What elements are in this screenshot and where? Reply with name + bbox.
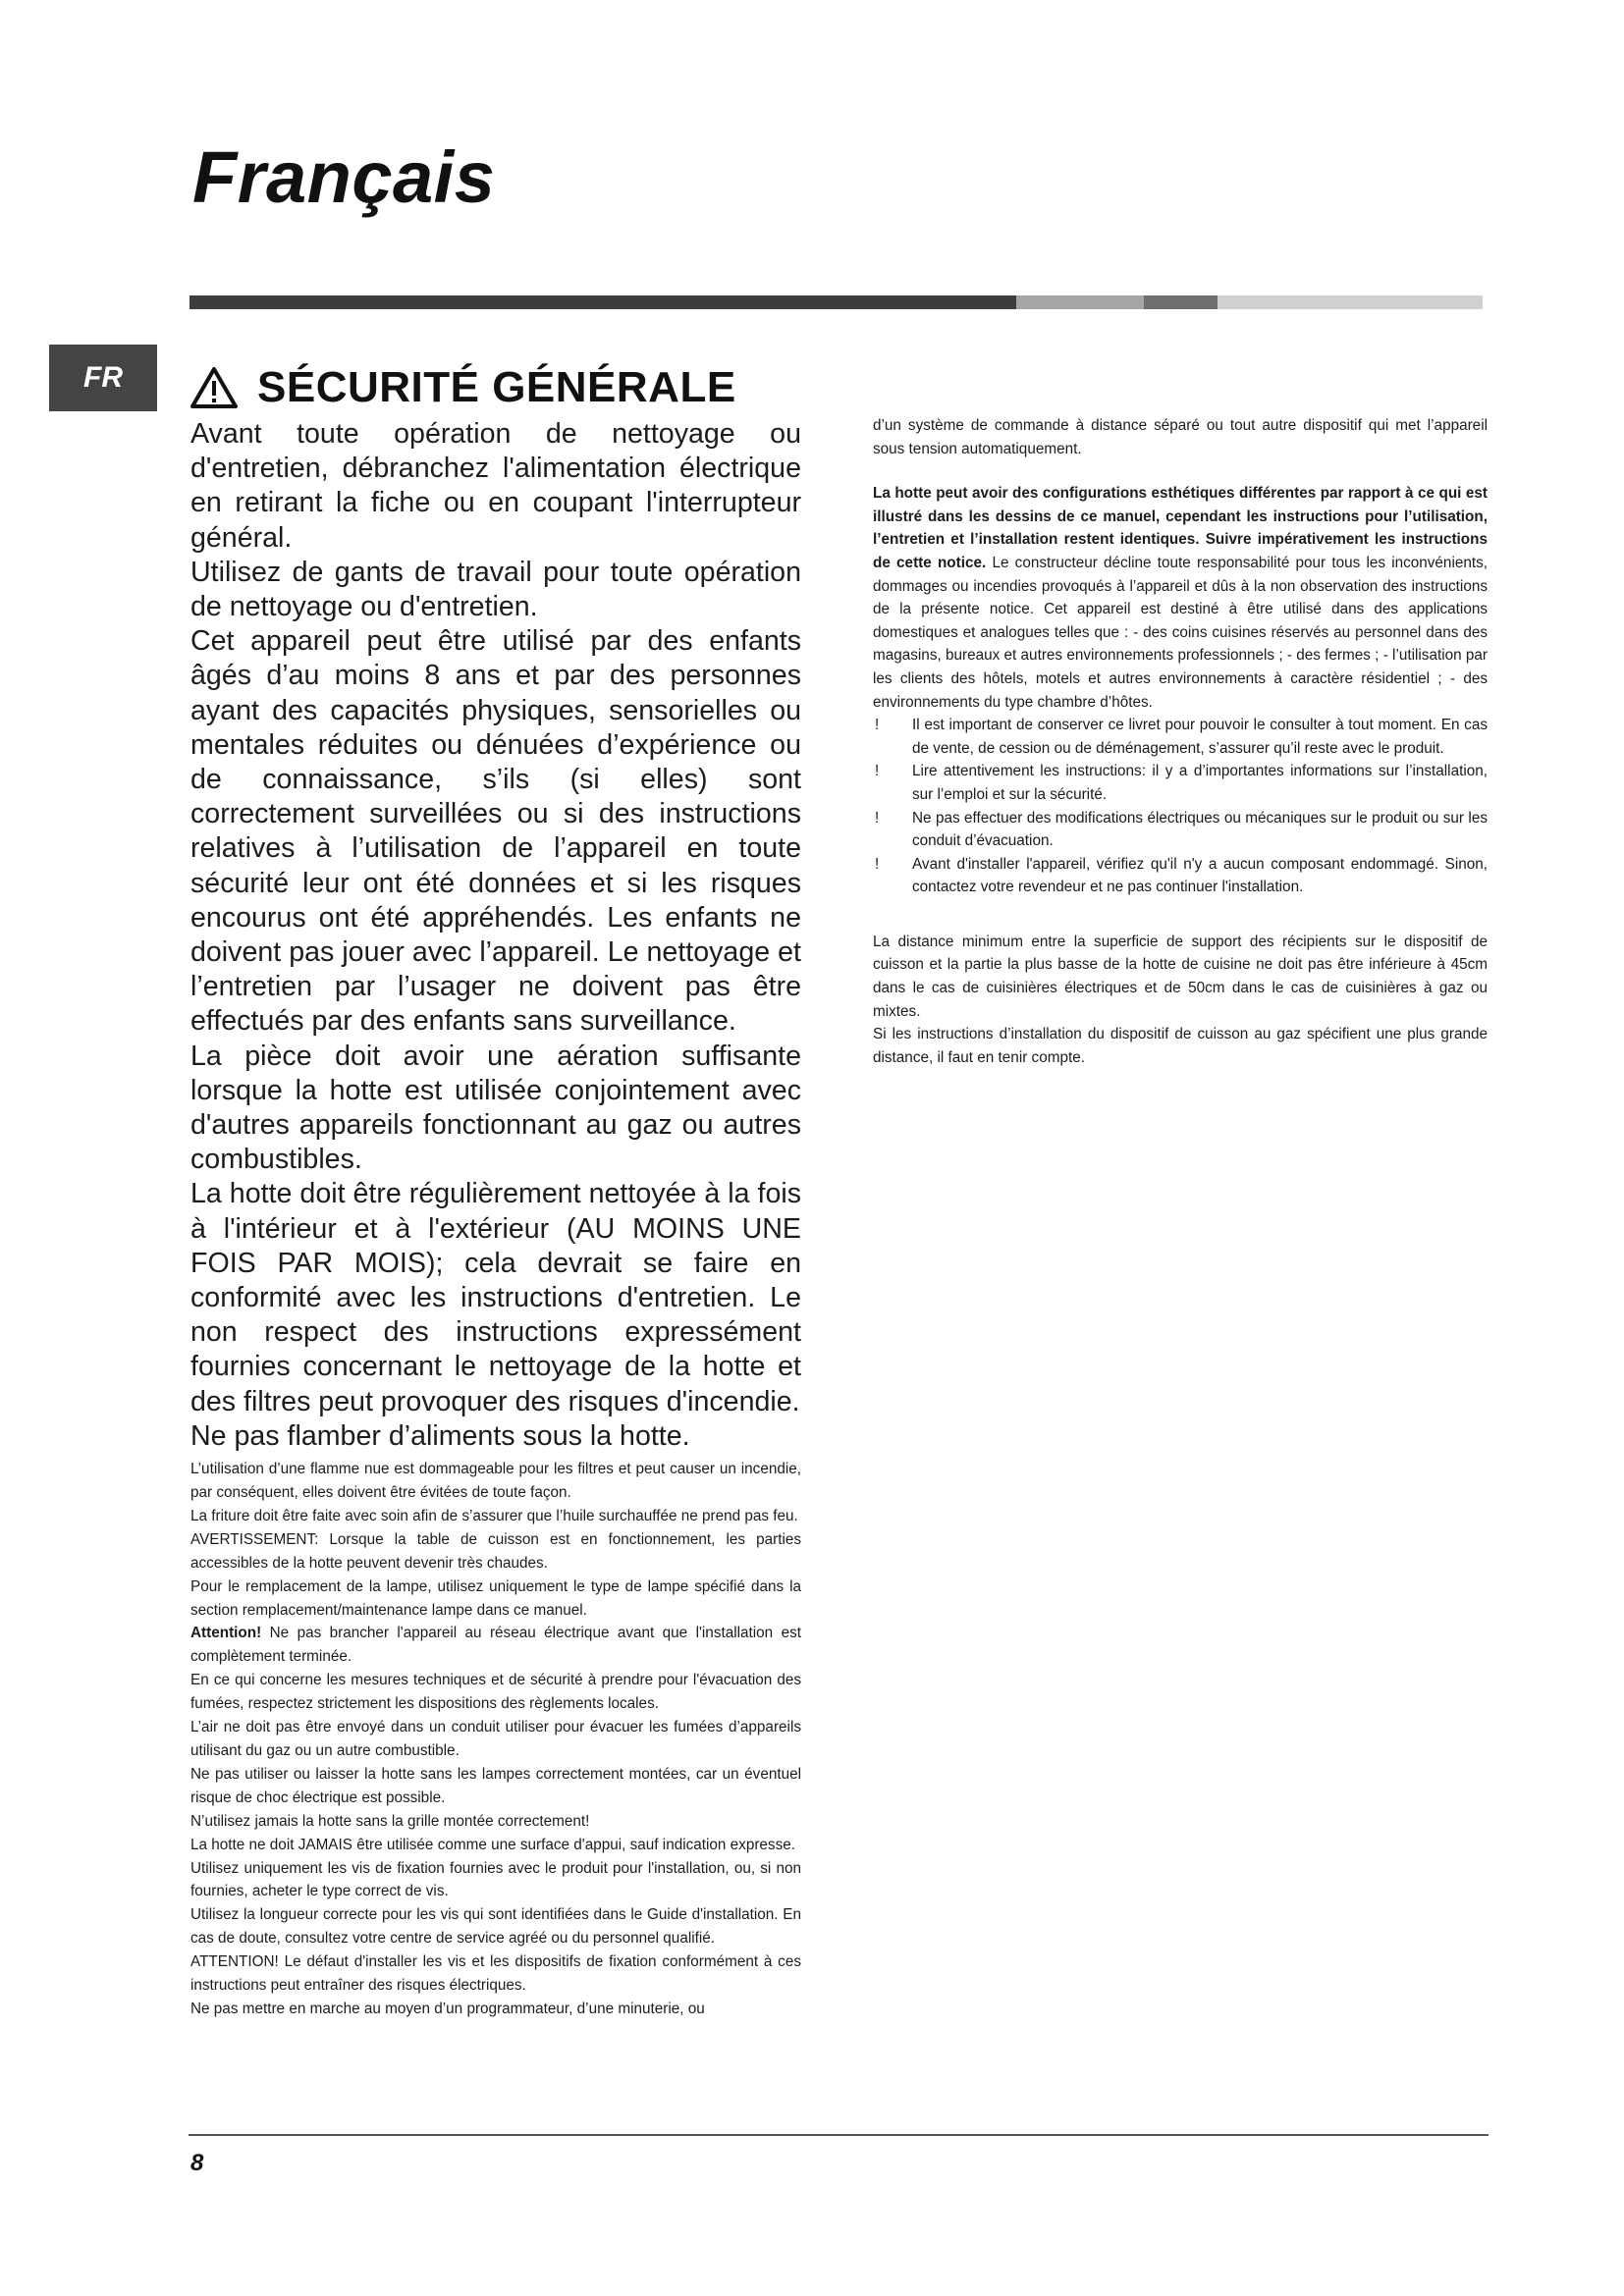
exclamation-icon: !	[875, 763, 880, 780]
paragraph: Ne pas utiliser ou laisser la hotte sans les lampes correctement montées, car un éventuel risque de choc électrique est possible.	[190, 1765, 801, 1806]
paragraph: Ne pas flamber d’aliments sous la hotte.	[190, 1419, 690, 1452]
header-bar-segment	[1218, 295, 1483, 309]
paragraph: L’air ne doit pas être envoyé dans un conduit utiliser pour évacuer les fumées d’appareils utilisant du gaz ou un autre combustible.	[190, 1719, 801, 1759]
paragraph: Utilisez de gants de travail pour toute opération de nettoyage ou d'entretien.	[190, 556, 801, 623]
paragraph	[190, 1622, 801, 1669]
paragraph: L’utilisation d’une flamme nue est dommageable pour les filtres et peut causer un incendie, par conséquent, elles doivent être évitées de toute façon.	[190, 1461, 801, 1501]
warning-text: Il est important de conserver ce livret pour pouvoir le consulter à tout moment. En cas de vente, de cession ou de déménagement, s’assurer qu’il reste avec le produit.	[912, 717, 1488, 757]
paragraph: AVERTISSEMENT: Lorsque la table de cuisson est en fonctionnement, les parties accessibles de la hotte peuvent devenir très chaudes.	[190, 1530, 801, 1572]
left-column	[190, 417, 801, 2021]
section-heading	[189, 363, 736, 412]
warning-item	[873, 807, 1488, 853]
language-title: Français	[192, 136, 496, 218]
large-text-block	[190, 417, 801, 1454]
warning-text: Lire attentivement les instructions: il y a d’importantes informations sur l’installation, sur l’emploi et sur la sécurité.	[912, 763, 1488, 803]
warning-triangle-icon	[189, 365, 240, 410]
warning-item	[873, 714, 1488, 760]
header-bar-segment	[1144, 295, 1218, 309]
paragraph: d’un système de commande à distance séparé ou tout autre dispositif qui met l’appareil sous tension automatiquement.	[873, 417, 1488, 457]
paragraph: N’utilisez jamais la hotte sans la grille montée correctement!	[190, 1812, 590, 1830]
paragraph: Avant toute opération de nettoyage ou d'entretien, débranchez l'alimentation électrique en retirant la fiche ou en coupant l'interrupteur général.	[190, 418, 801, 554]
language-tab: FR	[49, 345, 157, 411]
intro-paragraph	[873, 482, 1488, 714]
exclamation-icon: !	[875, 717, 880, 734]
paragraph: La friture doit être faite avec soin afin de s’assurer que l’huile surchauffée ne prend pas feu.	[190, 1507, 798, 1524]
footer-divider	[189, 2134, 1489, 2136]
small-text-block	[190, 1458, 801, 2021]
paragraph: Pour le remplacement de la lampe, utilisez uniquement le type de lampe spécifié dans la section remplacement/maintenance lampe dans ce manuel.	[190, 1577, 801, 1619]
paragraph: La hotte doit être régulièrement nettoyée à la fois à l'intérieur et à l'extérieur (AU MOINS UNE FOIS PAR MOIS); cela devrait se faire en conformité avec les instructions d'entretien. Le non respect des instructions expressément fournies concernant le nettoyage de la hotte et des filtres peut provoquer des risques d'incendie.	[190, 1178, 801, 1417]
warning-text: Avant d'installer l'appareil, vérifiez qu'il n'y a aucun composant endommagé. Sinon, contactez votre revendeur et ne pas continuer l'installation.	[912, 855, 1488, 896]
paragraph: Cet appareil peut être utilisé par des enfants âgés d’au moins 8 ans et par des personnes ayant des capacités physiques, sensorielles ou mentales réduites ou dénuées d’expérience ou de connaissance, s’ils (si elles) sont correctement surveillées ou si des instructions relatives à l’utilisation de l’appareil en toute sécurité leur ont été données et si les risques encourus ont été appréhendés. Les enfants ne doivent pas jouer avec l’appareil. Le nettoyage et l’entretien par l’usager ne doivent pas être effectués par des enfants sans surveillance.	[190, 625, 801, 1038]
header-bar-segment	[189, 295, 1016, 309]
paragraph: Utilisez la longueur correcte pour les vis qui sont identifiées dans le Guide d'installation. En cas de doute, consultez votre centre de service agréé ou du personnel qualifié.	[190, 1906, 801, 1948]
warning-item	[873, 853, 1488, 899]
section-title: SÉCURITÉ GÉNÉRALE	[257, 363, 736, 411]
bold-intro: La hotte peut avoir des configurations esthétiques différentes par rapport à ce qui est illustré dans les dessins de ce manuel, cependant les instructions pour l’utilisation, l’entretien et l’installation restent identiques. Suivre impérativement les instructions de cette notice.	[873, 485, 1488, 571]
paragraph-text: Le constructeur décline toute responsabilité pour tous les inconvénients, dommages ou incendies provoqués à l’appareil et dûs à la non observation des instructions de la présente notice. Cet appareil est destiné à être utilisé dans des applications domestiques et analogues telles que : - des coins cuisines réservés au personnel dans des magasins, bureaux et autres environnements professionnels ; - des fermes ; - l’utilisation par les clients des hôtels, motels et autres environnements à caractère résidentiel ; - des environnements du type chambre d’hôtes.	[873, 554, 1489, 711]
warning-text: Ne pas effectuer des modifications électriques ou mécaniques sur le produit ou sur les conduit d’évacuation.	[912, 809, 1488, 850]
paragraph: Si les instructions d’installation du dispositif de cuisson au gaz spécifient une plus grande distance, il faut en tenir compte.	[873, 1026, 1488, 1066]
attention-label: Attention!	[190, 1625, 262, 1642]
paragraph: Utilisez uniquement les vis de fixation fournies avec le produit pour l'installation, ou, si non fournies, acheter le type correct de vis.	[190, 1859, 801, 1900]
exclamation-icon: !	[875, 809, 880, 827]
paragraph: La pièce doit avoir une aération suffisante lorsque la hotte est utilisée conjointement avec d'autres appareils fonctionnant au gaz ou autres combustibles.	[190, 1040, 801, 1176]
page-number: 8	[190, 2150, 204, 2176]
paragraph: ATTENTION! Le défaut d'installer les vis et les dispositifs de fixation conformément à ces instructions peut entraîner des risques électriques.	[190, 1953, 801, 1995]
paragraph: Ne pas mettre en marche au moyen d’un programmateur, d’une minuterie, ou	[190, 2000, 705, 2017]
paragraph: En ce qui concerne les mesures techniques et de sécurité à prendre pour l'évacuation des fumées, respectez strictement les dispositions des règlements locales.	[190, 1672, 801, 1713]
warning-item	[873, 760, 1488, 806]
exclamation-icon: !	[875, 855, 880, 873]
right-column	[873, 414, 1488, 1069]
paragraph: La hotte ne doit JAMAIS être utilisée comme une surface d'appui, sauf indication expresse.	[190, 1836, 795, 1853]
header-bar-segment	[1016, 295, 1144, 309]
paragraph: La distance minimum entre la superficie de support des récipients sur le dispositif de cuisson et la partie la plus basse de la hotte de cuisine ne doit pas être inférieure à 45cm dans le cas de cuisinières électriques et de 50cm dans le cas de cuisinières à gaz ou mixtes.	[873, 933, 1488, 1020]
paragraph-text: Ne pas brancher l'appareil au réseau électrique avant que l'installation est complètement terminée.	[190, 1625, 801, 1666]
